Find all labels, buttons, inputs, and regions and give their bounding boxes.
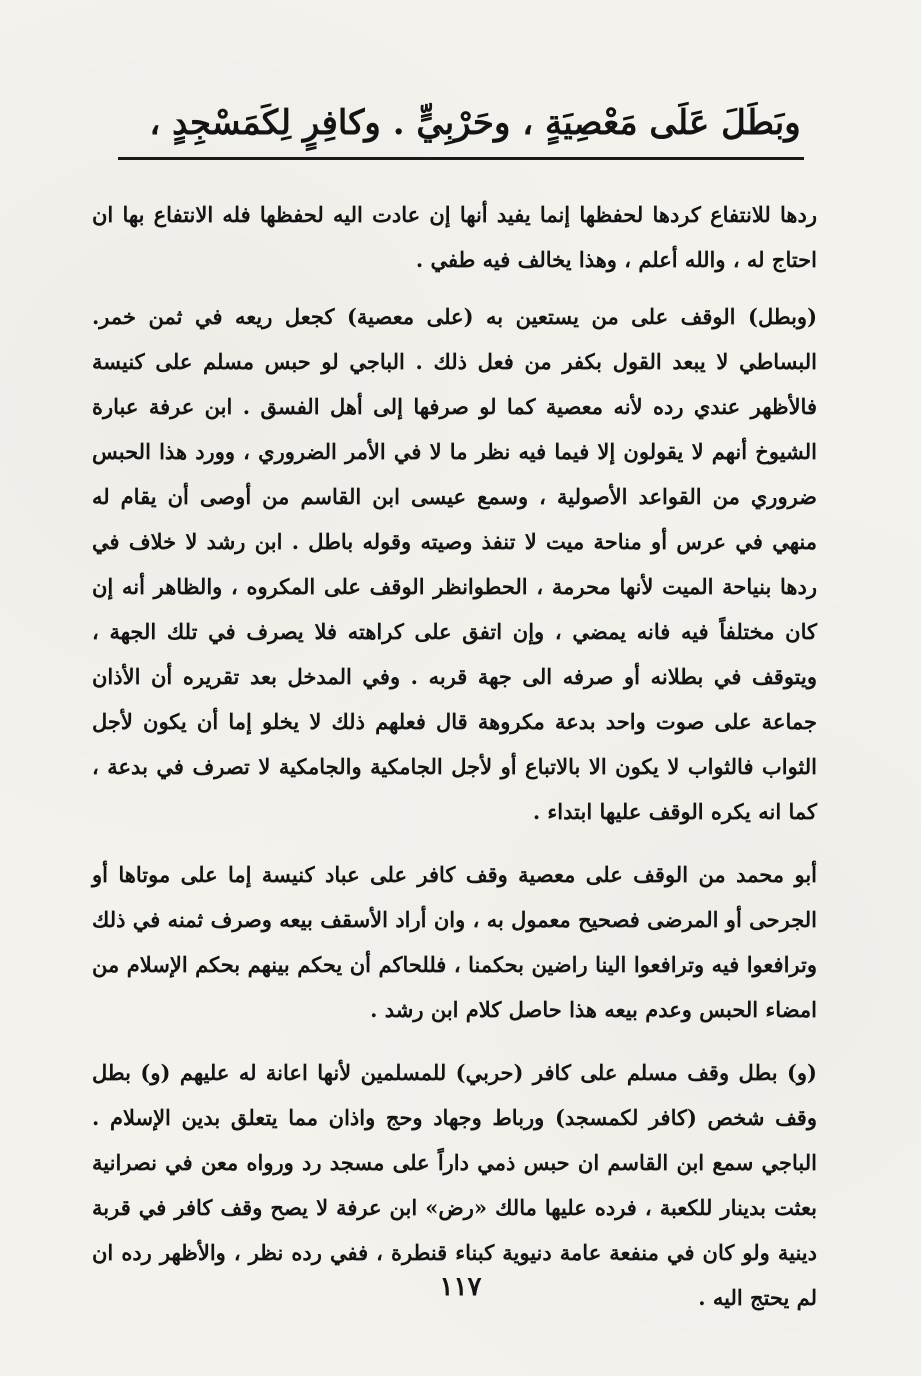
header-divider <box>118 157 804 160</box>
paragraph-3: أبو محمد من الوقف على معصية وقف كافر على عباد كنيسة إما على موتاها أو الجرحى أو المرضى فصحيح معمول به ، وان أراد الأسقف بيعه وصرف ثمنه في ذلك وترافعوا فيه وترافعوا الينا راضين بحكمنا ، فللحاكم أن يحكم بينهم بحكم الإسلام من امضاء الحبس وعدم بيعه هذا حاصل كلام ابن رشد . <box>92 862 817 1022</box>
paragraph-1: ردها للانتفاع كردها لحفظها إنما يفيد أنها إن عادت اليه لحفظها فله الانتفاع بها ان احتاج له ، والله أعلم ، وهذا يخالف فيه طفي . <box>92 202 817 272</box>
paragraph-4: (و) بطل وقف مسلم على كافر (حربي) للمسلمين لأنها اعانة له عليهم (و) بطل وقف شخص (كافر لكمسجد) ورباط وجهاد وحج واذان مما يتعلق بدين الإسلام . الباجي سمع ابن القاسم ان حبس ذمي داراً على مسجد رد ورواه معن في نصرانية بعثت بدينار للكعبة ، فرده عليها مالك «رض» ابن عرفة لا يصح وقف كافر في قربة دينية ولو كان في منفعة عامة دنيوية كبناء قنطرة ، ففي رده نظر ، والأظهر رده ان لم يحتج اليه . <box>92 1060 817 1310</box>
body-text <box>92 192 817 1320</box>
page-header-title: وبَطَلَ عَلَى مَعْصِيَةٍ ، وحَرْبِيٍّ . وكافِرٍ لِكَمَسْجِدٍ ، <box>149 103 801 143</box>
page-number: ١١٧ <box>439 1272 482 1302</box>
paragraph-2: (وبطل) الوقف على من يستعين به (على معصية) كجعل ريعه في ثمن خمر. البساطي لا يبعد القول بكفر من فعل ذلك . الباجي لو حبس مسلم على كنيسة فالأظهر عندي رده لأنه معصية كما لو صرفها إلى أهل الفسق . ابن عرفة عبارة الشيوخ أنهم لا يقولون إلا فيما فيه نظر ما لا في الأمر الضروري ، وورد هذا الحبس ضروري من القواعد الأصولية ، وسمع عيسى ابن القاسم من أوصى أن يقام له منهي في عرس أو مناحة ميت لا تنفذ وصيته وقوله باطل . ابن رشد لا خلاف في ردها بنياحة الميت لأنها محرمة ، الحطوانظر الوقف على المكروه ، والظاهر أنه إن كان مختلفاً فيه فانه يمضي ، وإن اتفق على كراهته فلا يصرف في تلك الجهة ، ويتوقف في بطلانه أو صرفه الى جهة قربه . وفي المدخل بعد تقريره أن الأذان جماعة على صوت واحد بدعة مكروهة قال فعلهم ذلك لا يخلو إما أن يكون لأجل الثواب فالثواب لا يكون الا بالاتباع أو لأجل الجامكية والجامكية لا تصرف في بدعة ، كما انه يكره الوقف عليها ابتداء . <box>92 304 817 824</box>
